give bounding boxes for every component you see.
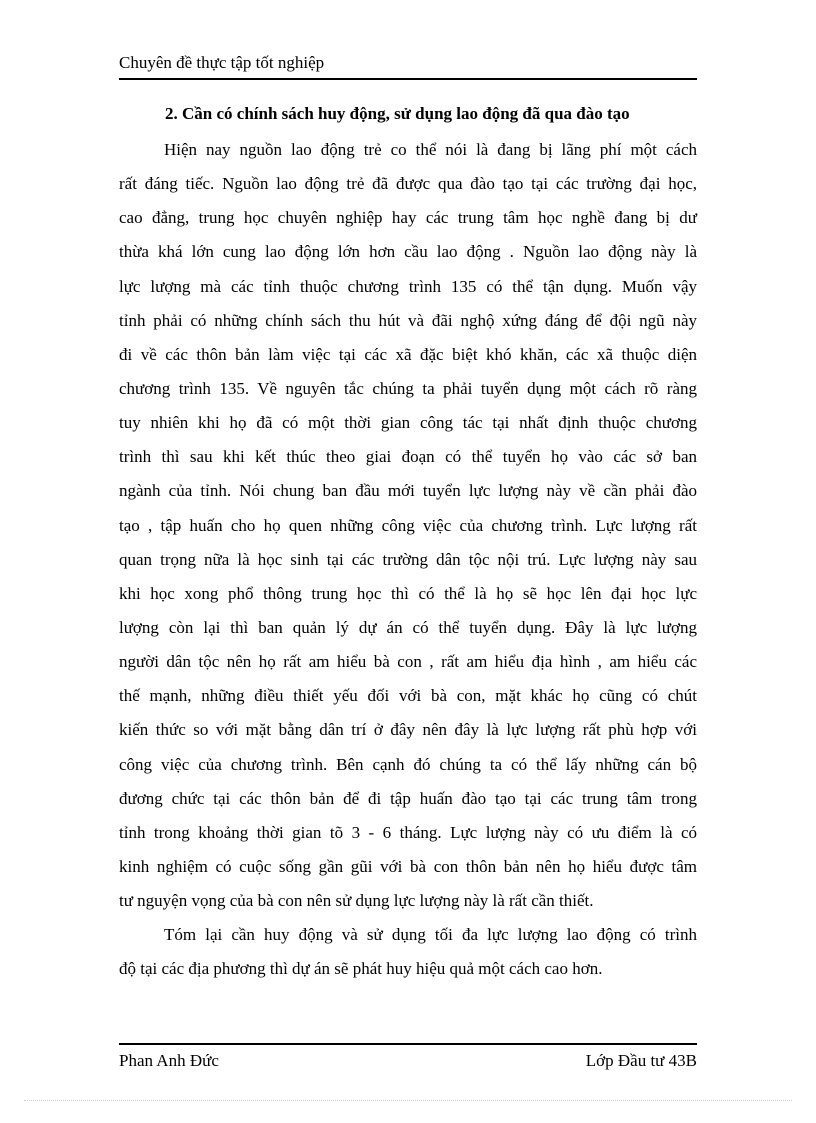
paragraph-1-line: kiến thức so với mặt bằng dân trí ở đây nên đây là lực lượng rất phù hợp với [119,720,697,740]
paragraph-1-line: đi về các thôn bản làm việc tại các xã đặc biệt khó khăn, các xã thuộc diện [119,344,697,364]
paragraph-1-line: rất đáng tiếc. Nguồn lao động trẻ đã được qua đào tạo tại các trường đại học, [119,174,697,194]
paragraph-1-line: tỉnh trong khoảng thời gian tõ 3 - 6 tháng. Lực lượng này có ưu điểm là có [119,822,697,842]
author-name: Phan Anh Đức [119,1051,219,1070]
paragraph-1-line: đương chức tại các thôn bản để đi tập huấn đào tạo tại các trung tâm trong [119,788,697,808]
page-footer [119,1043,697,1077]
paragraph-1-line: quan trọng nữa là học sinh tại các trường dân tộc nội trú. Lực lượng này sau [119,549,697,569]
paragraph-1-line: tỉnh phải có những chính sách thu hút và đãi nghộ xứng đáng để đội ngũ này [119,310,697,330]
paragraph-1-line: lực lượng mà các tỉnh thuộc chương trình 135 có thể tận dụng. Muốn vậy [119,276,697,296]
section-heading: 2. Cần có chính sách huy động, sử dụng lao động đã qua đào tạo [165,104,630,123]
paragraph-1-line: lượng còn lại thì ban quản lý dự án có thể tuyển dụng. Đây là lực lượng [119,617,697,637]
page-edge-divider [24,1100,792,1101]
paragraph-1-line: Hiện nay nguồn lao động trẻ co thể nói là đang bị lãng phí một cách [164,140,697,159]
paragraph-1-line: tạo , tập huấn cho họ quen những công việc của chương trình. Lực lượng rất [119,515,697,535]
paragraph-1-line: trình thì sau khi kết thúc theo giai đoạn có thể tuyển họ vào các sở ban [119,447,697,467]
paragraph-1-line: tư nguyện vọng của bà con nên sử dụng lực lượng này là rất cần thiết. [119,891,594,911]
paragraph-2-line: độ tại các địa phương thì dự án sẽ phát huy hiệu quả một cách cao hơn. [119,959,603,979]
body-text [119,136,697,990]
page-header [119,50,697,80]
paragraph-1-line: khi học xong phổ thông trung học thì có thể là họ sẽ học lên đại học lực [119,583,697,603]
paragraph-1-line: thừa khá lớn cung lao động lớn hơn cầu lao động . Nguồn lao động này là [119,242,697,262]
paragraph-1-line: công việc của chương trình. Bên cạnh đó chúng ta có thể lấy những cán bộ [119,754,697,774]
paragraph-1-line: kinh nghiệm có cuộc sống gần gũi với bà con thôn bản nên họ hiểu được tâm [119,856,697,876]
paragraph-1-line: ngành của tỉnh. Nói chung ban đầu mới tuyển lực lượng này về cần phải đào [119,481,697,501]
paragraph-1-line: người dân tộc nên họ rất am hiểu bà con , rất am hiểu địa hình , am hiểu các [119,652,697,672]
paragraph-1-line: cao đẳng, trung học chuyên nghiệp hay các trung tâm học nghề đang bị dư [119,208,697,228]
document-title: Chuyên đề thực tập tốt nghiệp [119,53,325,72]
paragraph-2-line: Tóm lại cần huy động và sử dụng tối đa lực lượng lao động có trình [164,925,697,945]
paragraph-1-line: thế mạnh, những điều thiết yếu đối với bà con, mặt khác họ cũng có chút [119,686,697,706]
class-name: Lớp Đầu tư 43B [585,1051,697,1070]
paragraph-1-line: chương trình 135. Về nguyên tắc chúng ta phải tuyển dụng một cách rõ ràng [119,378,697,398]
paragraph-1-line: tuy nhiên khi họ đã có một thời gian công tác tại nhất định thuộc chương [119,413,697,433]
